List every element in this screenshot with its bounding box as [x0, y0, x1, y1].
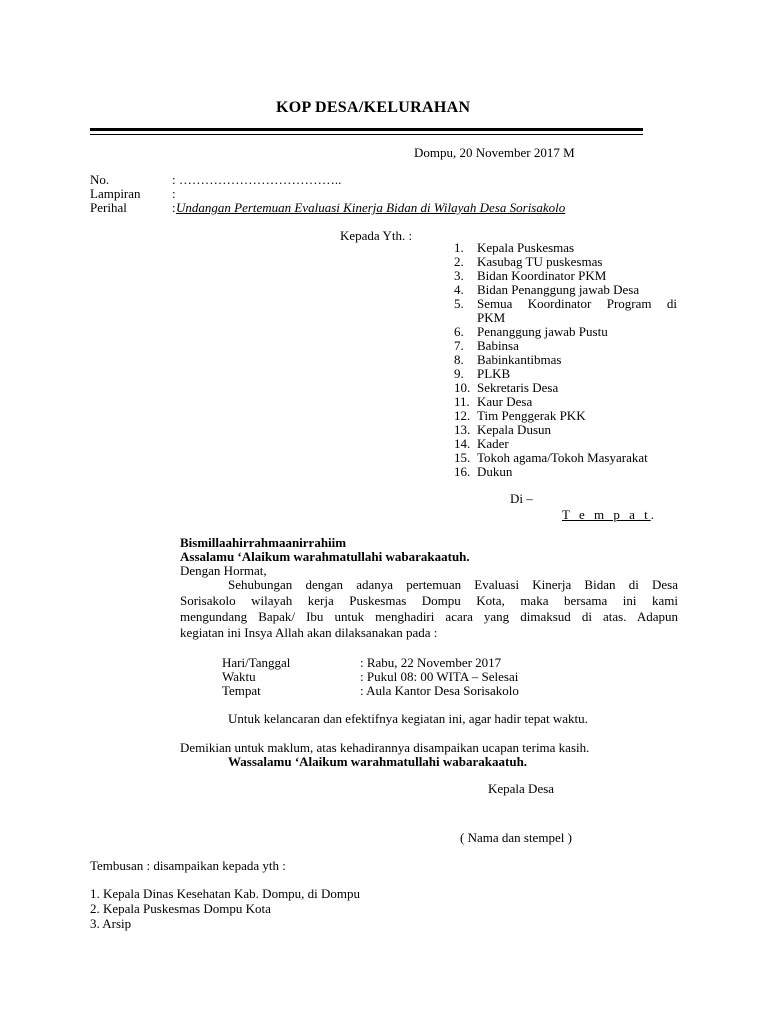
- recipient-number: 13.: [454, 422, 471, 437]
- recipient-number: 10.: [454, 380, 471, 395]
- recipient-name: Kader: [477, 436, 509, 451]
- tembusan-item: 2. Kepala Puskesmas Dompu Kota: [90, 901, 271, 916]
- recipient-name: Bidan Koordinator PKM: [477, 268, 607, 283]
- recipient-number: 5.: [454, 296, 464, 311]
- detail-label: Waktu: [222, 669, 256, 684]
- perihal-value: Undangan Pertemuan Evaluasi Kinerja Bidan di Wilayah Desa Sorisakolo: [176, 200, 566, 215]
- recipient-number: 9.: [454, 366, 464, 381]
- recipient-number: 8.: [454, 352, 464, 367]
- recipient-number: 2.: [454, 254, 464, 269]
- detail-value: : Aula Kantor Desa Sorisakolo: [360, 683, 519, 698]
- closing-line: Demikian untuk maklum, atas kehadirannya disampaikan ucapan terima kasih.: [180, 740, 590, 755]
- recipient-name: Babinsa: [477, 338, 519, 353]
- recipient-name: Kasubag TU puskesmas: [477, 254, 603, 269]
- perihal-colon: :: [172, 200, 176, 215]
- recipient-number: 1.: [454, 240, 464, 255]
- perihal-label: Perihal: [90, 200, 127, 215]
- recipient-name: Kepala Puskesmas: [477, 240, 575, 255]
- detail-value: : Rabu, 22 November 2017: [360, 655, 502, 670]
- paragraph-line-1: Sehubungan dengan adanya pertemuan Evaluasi Kinerja Bidan di Desa: [228, 577, 678, 592]
- no-label: No.: [90, 172, 110, 187]
- recipient-name: Babinkantibmas: [477, 352, 562, 367]
- recipient-number: 15.: [454, 450, 471, 465]
- tembusan-heading: Tembusan : disampaikan kepada yth :: [90, 858, 286, 873]
- place-date: Dompu, 20 November 2017 M: [414, 145, 575, 160]
- tembusan-item: 1. Kepala Dinas Kesehatan Kab. Dompu, di Dompu: [90, 886, 361, 901]
- paragraph-line-4: kegiatan ini Insya Allah akan dilaksanakan pada :: [180, 625, 438, 640]
- greeting: Dengan Hormat,: [180, 563, 267, 578]
- no-value: : ………………………………..: [172, 172, 342, 187]
- lampiran-label: Lampiran: [90, 186, 141, 201]
- recipient-name: Kepala Dusun: [477, 422, 552, 437]
- letterhead-rule-thin: [90, 134, 643, 135]
- recipient-name: Dukun: [477, 464, 513, 479]
- recipient-number: 14.: [454, 436, 471, 451]
- recipient-number: 12.: [454, 408, 471, 423]
- detail-value: : Pukul 08: 00 WITA – Selesai: [360, 669, 519, 684]
- wassalam: Wassalamu ‘Alaikum warahmatullahi wabarakaatuh.: [228, 754, 528, 769]
- recipients-heading: Kepada Yth. :: [340, 228, 413, 243]
- recipient-number: 3.: [454, 268, 464, 283]
- recipient-name: Tokoh agama/Tokoh Masyarakat: [477, 450, 648, 465]
- recipient-name: Sekretaris Desa: [477, 380, 559, 395]
- recipient-number: 7.: [454, 338, 464, 353]
- recipient-name: Kaur Desa: [477, 394, 533, 409]
- recipient-number: 6.: [454, 324, 464, 339]
- detail-label: Hari/Tanggal: [222, 655, 291, 670]
- recipient-number: 16.: [454, 464, 471, 479]
- tempat-text: T e m p a t: [562, 507, 651, 522]
- recipient-number: 11.: [454, 394, 470, 409]
- tempat-label: [562, 507, 654, 522]
- letterhead-title: KOP DESA/KELURAHAN: [276, 99, 471, 116]
- hadir-note: Untuk kelancaran dan efektifnya kegiatan ini, agar hadir tepat waktu.: [228, 711, 588, 726]
- signature-name: ( Nama dan stempel ): [460, 830, 572, 845]
- recipient-name: Bidan Penanggung jawab Desa: [477, 282, 640, 297]
- di-label: Di –: [510, 491, 533, 506]
- recipient-number: 4.: [454, 282, 464, 297]
- detail-label: Tempat: [222, 683, 261, 698]
- letterhead-rule-thick: [90, 128, 643, 131]
- signature-title: Kepala Desa: [488, 781, 555, 796]
- recipient-name: Semua Koordinator Program di: [477, 296, 677, 311]
- lampiran-value: :: [172, 186, 176, 201]
- bismillah: Bismillaahirrahmaanirrahiim: [180, 535, 347, 550]
- recipient-name: Penanggung jawab Pustu: [477, 324, 608, 339]
- tempat-dot: .: [650, 507, 654, 522]
- recipient-name: Tim Penggerak PKK: [477, 408, 586, 423]
- tembusan-item: 3. Arsip: [90, 916, 132, 931]
- paragraph-line-3: mengundang Bapak/ Ibu untuk menghadiri acara yang dimaksud di atas. Adapun: [180, 609, 678, 624]
- recipient-name-continued: PKM: [477, 310, 506, 325]
- paragraph-line-2: Sorisakolo wilayah kerja Puskesmas Dompu Kota, maka bersama ini kami: [180, 593, 678, 608]
- salam: Assalamu ‘Alaikum warahmatullahi wabarakaatuh.: [180, 549, 470, 564]
- recipient-name: PLKB: [477, 366, 511, 381]
